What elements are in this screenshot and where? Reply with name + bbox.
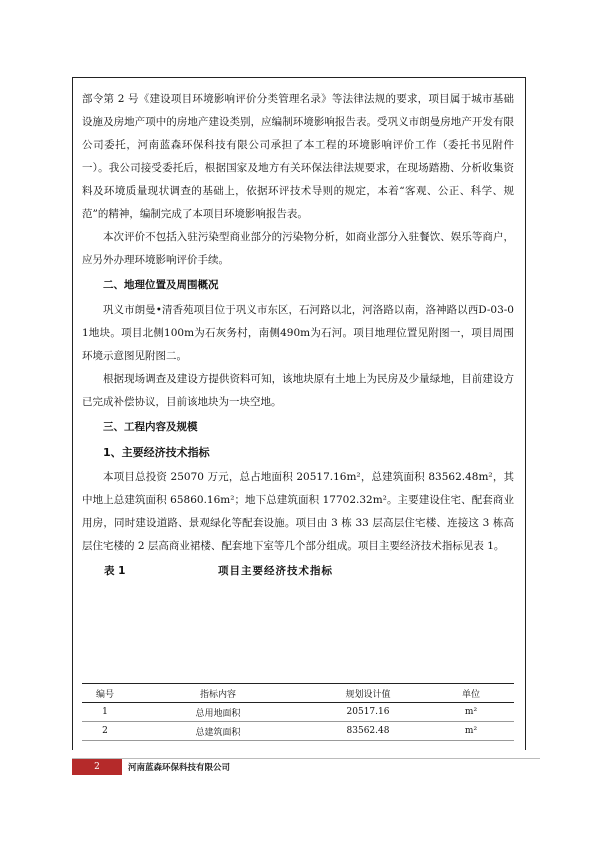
indicator-table — [82, 683, 514, 741]
table-row — [82, 703, 514, 722]
cell-indicator: 总用地面积 — [128, 703, 308, 722]
header-value: 规划设计值 — [308, 684, 428, 703]
page-number: 2 — [72, 759, 122, 775]
table-caption-number: 表 1 — [104, 564, 126, 577]
paragraph-site-status: 根据现场调查及建设方提供资料可知，该地块原有土地上为民房及少量绿地，目前建设方已完成补偿协议，目前该地块为一块空地。 — [82, 373, 514, 408]
cell-value: 20517.16 — [308, 703, 428, 722]
header-indicator: 指标内容 — [128, 684, 308, 703]
cell-indicator: 总建筑面积 — [128, 722, 308, 741]
cell-unit: m² — [428, 722, 514, 741]
table-caption-title: 项目主要经济技术指标 — [218, 564, 333, 577]
paragraph-intro: 部令第 2 号《建设项目环境影响评价分类管理名录》等法律法规的要求，项目属于城市基础设施及房地产项中的房地产建设类别，应编制环境影响报告表。受巩义市朗曼房地产开发有限公司委托，河南蓝森环保科技有限公司承担了本工程的环境影响评价工作（委托书见附件一）。我公司接受委托后，根据国家及地方有关环保法律法规要求，在现场踏勘、分析收集资料及环境质量现状调查的基础上，依据环评技术导则的规定，本着“客观、公正、科学、规范”的精神，编制完成了本项目环境影响报告表。 — [82, 93, 514, 220]
table-caption — [82, 560, 514, 580]
cell-number: 1 — [82, 703, 128, 722]
paragraph-scope: 本次评价不包括入驻污染型商业部分的污染物分析，如商业部分入驻餐饮、娱乐等商户，应另外办理环境影响评价手续。 — [82, 231, 514, 266]
table-header-row — [82, 684, 514, 703]
cell-value: 83562.48 — [308, 722, 428, 741]
paragraph-investment: 本项目总投资 25070 万元，总占地面积 20517.16m²，总建筑面积 83562.48m²，其中地上总建筑面积 65860.16m²；地下总建筑面积 17702.32m²。主要建设住宅、配套商业用房，同时建设道路、景观绿化等配套设施。项目由 3 栋 33 层高层住宅楼、连接这 3 栋高层住宅楼的 2 层高商业裙楼、配套地下室等几个部分组成。项目主要经济技术指标见表 1。 — [82, 471, 514, 552]
subsection-heading-indicators: 1、主要经济技术指标 — [103, 446, 210, 459]
cell-unit: m² — [428, 703, 514, 722]
paragraph-location: 巩义市朗曼•清香苑项目位于巩义市东区，石河路以北，河洛路以南，洛神路以西D-03-01地块。项目北侧100m为石灰务村，南侧490m为石河。项目地理位置见附图一，项目周围环境示意图见附图二。 — [82, 304, 514, 362]
header-unit: 单位 — [428, 684, 514, 703]
cell-number: 2 — [82, 722, 128, 741]
header-number: 编号 — [82, 684, 128, 703]
report-body — [82, 88, 514, 580]
section-heading-scale: 三、工程内容及规模 — [103, 421, 198, 433]
section-heading-location: 二、地理位置及周围概况 — [103, 279, 219, 291]
footer-company: 河南蓝森环保科技有限公司 — [128, 763, 231, 773]
table-row — [82, 722, 514, 741]
